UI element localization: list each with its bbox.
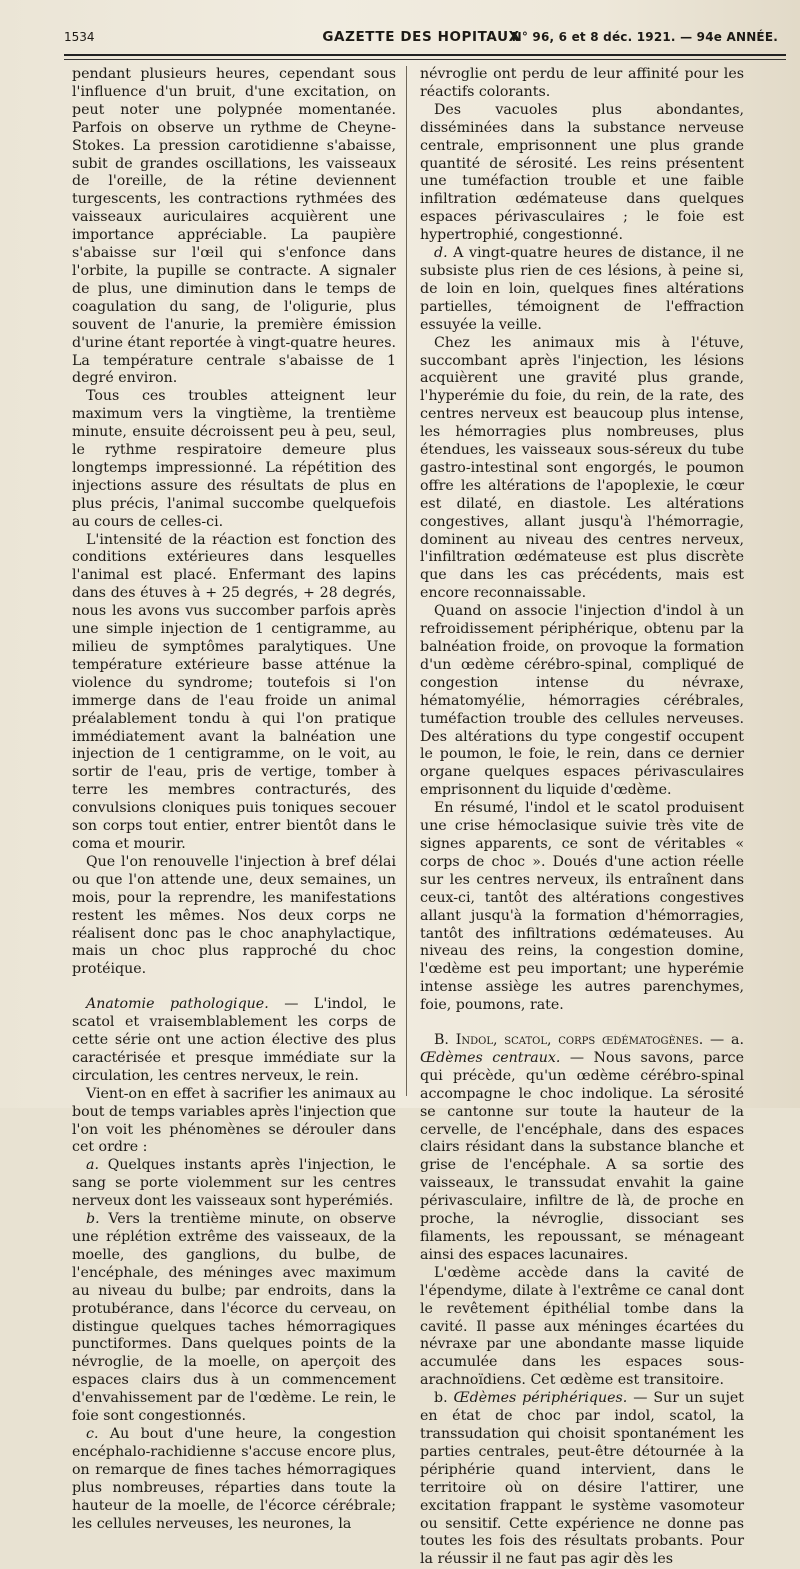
paragraph: En résumé, l'indol et le scatol produisent une crise hémoclasique suivie très vite de signes apparents, ce sont de véritables « corps de choc ». Doués d'une action réelle sur les centres nerveux, ils entraînent dans ceux-ci, tantôt des altérations congestives allant jusqu'à la formation d'hémorragies, tantôt des infiltrations œdémateuses. Au niveau des reins, la congestion domine, l'œdème est peu important; une hyperémie intense assiège les autres parenchymes, foie, poumons, rate. — [420, 800, 744, 1014]
paragraph: Des vacuoles plus abondantes, disséminées dans la substance nerveuse centrale, emprisonnent une plus grande quantité de sérosité. Les reins présentent une tuméfaction trouble et une faible infiltration œdémateuse dans quelques espaces périvasculaires ; le foie est hypertrophié, congestionné. — [420, 101, 744, 244]
paragraph: Que l'on renouvelle l'injection à bref délai ou que l'on attende une, deux semaines, un mois, pour la reprendre, les manifestations restent les mêmes. Nos deux corps ne réalisent donc pas le choc anaphylactique, mais un choc plus rapproché du choc protéique. — [72, 853, 396, 978]
item-text: — Sur un sujet en état de choc par indol, scatol, la transsudation qui choisit spontanément les parties centrales, peut-être détournée à la périphérie quand intervient, dans le territoire où on désire l'attirer, une excitation frappant le système vasomoteur ou sensitif. Cette expérience ne donne pas toutes les fois des résultats probants. Pour la réussir il ne faut pas agir dès les — [420, 1390, 744, 1568]
subsection-title: Œdèmes périphériques. — [453, 1390, 628, 1407]
section-paragraph — [72, 996, 396, 1086]
paragraph: Chez les animaux mis à l'étuve, succombant après l'injection, les lésions acquièrent une gravité plus grande, l'hyperémie du foie, du rein, de la rate, des centres nerveux est beaucoup plus intense, les hémorragies plus nombreuses, plus étendues, les vaisseaux sous-séreux du tube gastro-intestinal sont engorgés, le poumon offre les altérations de l'apoplexie, le cœur est dilaté, en diastole. Les altérations congestives, allant jusqu'à l'hémorragie, dominent au niveau des centres nerveux, l'infiltration œdémateuse est plus discrète que dans les cas précédents, mais est encore reconnaissable. — [420, 334, 744, 602]
paragraph — [420, 1390, 744, 1569]
section-text: — L'indol, le scatol et vraisemblablement les corps de cette série ont une action élective des plus caractérisée et presque immédiate sur la circulation, les centres nerveux, le rein. — [72, 996, 396, 1084]
section-separator: — a. — [703, 1032, 744, 1049]
column-divider — [406, 66, 407, 1096]
section-text: — Nous savons, parce qui précède, qu'un œdème cérébro-spinal accompagne le choc indolique. La sérosité se cantonne sur toute la hauteur de la cervelle, de l'encéphale, dans des espaces clairs résidant dans la substance blanche et grise de l'encéphale. A sa sortie des vaisseaux, le transsudat envahit la gaine périvasculaire, infiltre de là, de proche en proche, la névroglie, dissociant ses filaments, les repoussant, se ménageant ainsi des espaces lacunaires. — [420, 1049, 744, 1263]
paragraph: Quand on associe l'injection d'indol à un refroidissement périphérique, obtenu par la balnéation froide, on provoque la formation d'un œdème cérébro-spinal, compliqué de congestion intense du névraxe, hématomyélie, hémorragies cérébrales, tuméfaction trouble des cellules nerveuses. Des altérations du type congestif occupent le poumon, le foie, le rein, dans ce dernier organe quelques espaces périvasculaires emprisonnent du liquide d'œdème. — [420, 603, 744, 799]
item-label: b. — [86, 1211, 100, 1228]
paragraph: névroglie ont perdu de leur affinité pour les réactifs colorants. — [420, 66, 744, 100]
page-header — [64, 26, 778, 52]
item-label: d. — [434, 245, 448, 262]
paragraph: Vient-on en effet à sacrifier les animaux au bout de temps variables après l'injection que l'on voit les phénomènes se dérouler dans cet ordre : — [72, 1085, 396, 1156]
section-title: Anatomie pathologique. — [86, 996, 269, 1013]
paragraph: pendant plusieurs heures, cependant sous l'influence d'un bruit, d'une excitation, on peut noter une polypnée momentanée. Parfois on observe un rythme de Cheyne-Stokes. La pression carotidienne s'abaisse, subit de grandes oscillations, les vaisseaux de l'oreille, de la rétine deviennent turgescents, les contractions rythmées des vaisseaux auriculaires acquièrent une importance appréciable. La paupière s'abaisse sur l'œil qui s'enfonce dans l'orbite, la pupille se contracte. A signaler de plus, une diminution dans le temps de coagulation du sang, de l'oligurie, plus souvent de l'anurie, la première émission d'urine étant reportée à vingt-quatre heures. La température centrale s'abaisse de 1 degré environ. — [72, 66, 396, 387]
paragraph — [72, 1211, 396, 1426]
item-text: Vers la trentième minute, on observe une réplétion extrême des vaisseaux, de la moelle, des ganglions, du bulbe, de l'encéphale, des méninges avec maximum au niveau du bulbe; par endroits, dans la protubérance, dans l'écorce du cerveau, on distingue quelques taches hémorragiques punctiformes. Dans quelques points de la névroglie, de la moelle, on aperçoit des espaces clairs dus à un commencement d'envahissement par de l'œdème. Le rein, le foie sont congestionnés. — [72, 1211, 396, 1425]
paragraph: L'œdème accède dans la cavité de l'épendyme, dilate à l'extrême ce canal dont le revêtement épithélial tombe dans la cavité. Il passe aux méninges écartées du névraxe par une abondante masse liquide accumulée dans les espaces sous-arachnoïdiens. Cet œdème est transitoire. — [420, 1264, 744, 1389]
subsection-title: Œdèmes centraux. — [420, 1049, 561, 1066]
left-column — [72, 66, 396, 1532]
paragraph: Tous ces troubles atteignent leur maximum vers la vingtième, la trentième minute, ensuite décroissent peu à peu, seul, le rythme respiratoire demeure plus longtemps impressionné. La répétition des injections assure des résultats de plus en plus précis, l'animal succombe quelquefois au cours de celles-ci. — [72, 388, 396, 530]
issue-info: N° 96, 6 et 8 déc. 1921. — 94e ANNÉE. — [511, 30, 778, 44]
paragraph — [72, 1426, 396, 1533]
header-rule-thin — [64, 59, 786, 60]
right-column — [420, 66, 744, 1568]
section-paragraph — [420, 1032, 744, 1265]
section-heading: B. Indol, scatol, corps œdématogènes. — [434, 1032, 704, 1049]
paragraph: L'intensité de la réaction est fonction des conditions extérieures dans lesquelles l'animal est placé. Enfermant des lapins dans des étuves à + 25 degrés, + 28 degrés, nous les avons vus succomber parfois après une simple injection de 1 centigramme, au milieu de symptômes paralytiques. Une température extérieure basse atténue la violence du syndrome; toutefois si l'on immerge dans de l'eau froide un animal préalablement tondu à qui l'on pratique immédiatement avant la balnéation une injection de 1 centigramme, on le voit, au sortir de l'eau, pris de vertige, tomber à terre les membres contracturés, des convulsions cloniques puis toniques secouer son corps tout entier, entrer bientôt dans le coma et mourir. — [72, 531, 396, 852]
paragraph — [72, 1157, 396, 1211]
item-label: a. — [86, 1157, 99, 1174]
item-text: Au bout d'une heure, la congestion encéphalo-rachidienne s'accuse encore plus, on remarque de fines taches hémorragiques plus nombreuses, réparties dans toute la hauteur de la moelle, de l'écorce cérébrale; les cellules nerveuses, les neurones, la — [72, 1425, 396, 1532]
item-label: c. — [86, 1425, 99, 1442]
item-text: Quelques instants après l'injection, le sang se porte violemment sur les centres nerveux dont les vaisseaux sont hyperémiés. — [72, 1157, 396, 1210]
header-rule-thick — [64, 54, 786, 56]
paragraph — [420, 245, 744, 335]
journal-title: GAZETTE DES HOPITAUX — [322, 29, 520, 45]
page-number: 1534 — [64, 30, 95, 44]
item-label: b. — [434, 1390, 448, 1407]
item-text: A vingt-quatre heures de distance, il ne subsiste plus rien de ces lésions, à peine si, de loin en loin, quelques fines altérations partielles, témoignent de l'effraction essuyée la veille. — [420, 245, 744, 333]
